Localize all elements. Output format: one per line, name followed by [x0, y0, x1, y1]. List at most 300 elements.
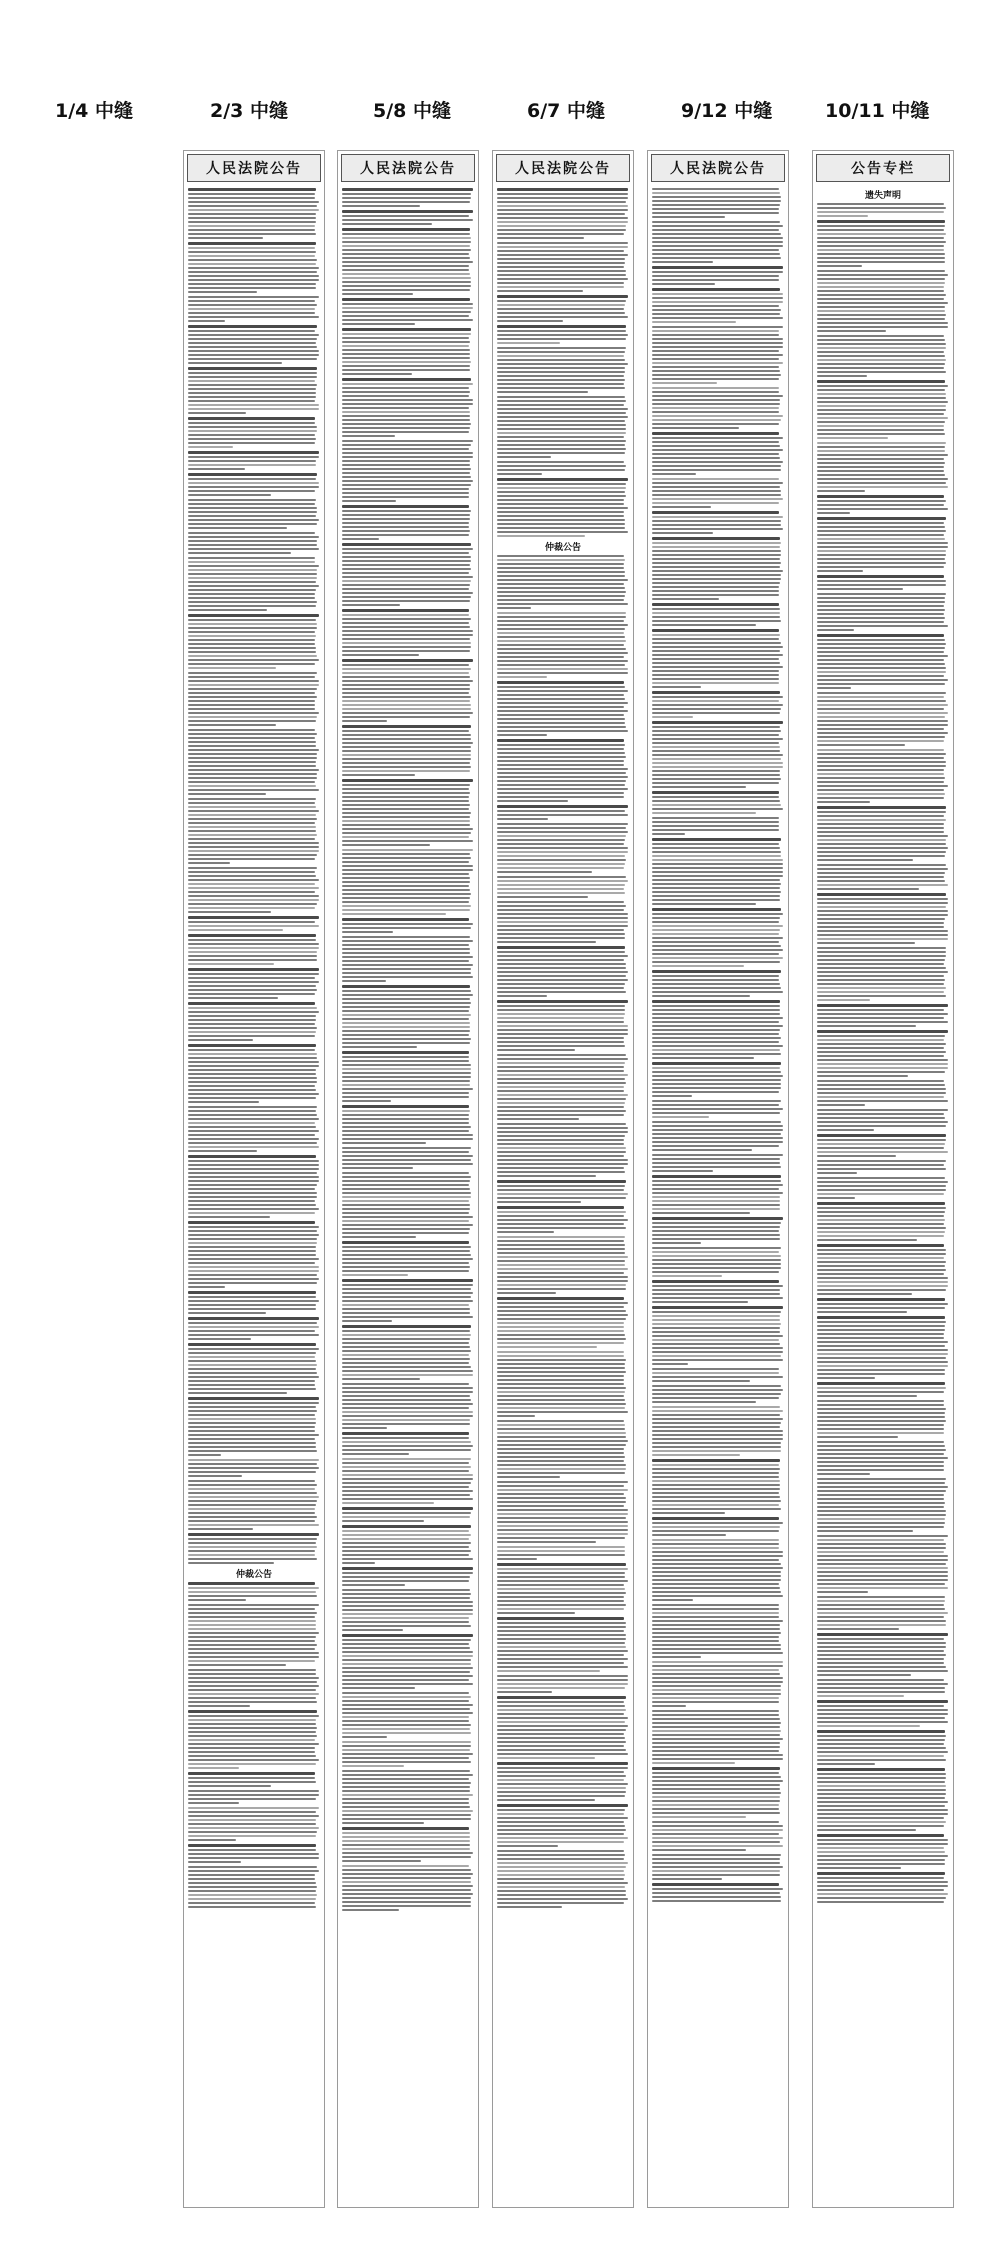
- text-line: [342, 1030, 470, 1032]
- text-line: [188, 1898, 316, 1900]
- text-line: [342, 1494, 470, 1496]
- text-line: [342, 522, 469, 524]
- text-line: [497, 929, 624, 931]
- text-line: [652, 786, 746, 788]
- text-line: [188, 977, 315, 979]
- text-line: [817, 1100, 948, 1102]
- text-line: [188, 1392, 287, 1394]
- text-line: [497, 1086, 624, 1088]
- text-line: [342, 201, 470, 203]
- text-line: [817, 793, 945, 795]
- text-line: [342, 1378, 420, 1380]
- text-line: [817, 1461, 944, 1463]
- text-line: [817, 1863, 945, 1865]
- text-line: [817, 1801, 948, 1803]
- text-line: [497, 1701, 624, 1703]
- text-line: [188, 716, 317, 718]
- text-line: [342, 716, 470, 718]
- text-line: [188, 362, 282, 364]
- notice-paragraph: [817, 1244, 949, 1295]
- text-line: [817, 363, 945, 365]
- text-line: [497, 739, 624, 742]
- text-line: [652, 650, 780, 652]
- text-line: [817, 955, 946, 957]
- text-line: [188, 1348, 319, 1350]
- text-line: [817, 286, 944, 288]
- text-line: [342, 1220, 469, 1222]
- text-line: [342, 476, 471, 478]
- text-line: [652, 1339, 779, 1341]
- text-line: [342, 1708, 470, 1710]
- text-line: [652, 766, 783, 768]
- text-line: [652, 486, 780, 488]
- text-line: [652, 449, 783, 451]
- text-line: [652, 654, 783, 656]
- text-line: [817, 530, 946, 532]
- text-line: [188, 1438, 315, 1440]
- text-line: [188, 1612, 317, 1614]
- text-line: [188, 639, 315, 641]
- text-line: [652, 378, 779, 380]
- text-line: [497, 780, 626, 782]
- text-line: [342, 873, 469, 875]
- text-line: [652, 1878, 722, 1880]
- text-line: [652, 1459, 780, 1462]
- text-line: [497, 1906, 562, 1908]
- text-line: [342, 1006, 470, 1008]
- notice-paragraph: [497, 1617, 629, 1672]
- text-line: [342, 1308, 470, 1310]
- text-line: [342, 1138, 473, 1140]
- text-line: [342, 700, 470, 702]
- text-line: [652, 1125, 783, 1127]
- text-line: [652, 1049, 780, 1051]
- text-line: [817, 831, 944, 833]
- text-line: [497, 1476, 560, 1478]
- text-line: [817, 1465, 944, 1467]
- text-line: [652, 1677, 783, 1679]
- text-line: [652, 1025, 783, 1027]
- notice-paragraph: [652, 1306, 784, 1365]
- text-line: [652, 1665, 783, 1667]
- text-line: [497, 1670, 600, 1672]
- text-line: [817, 1897, 946, 1899]
- text-line: [188, 1221, 315, 1224]
- text-line: [188, 1049, 315, 1051]
- text-line: [652, 1656, 701, 1658]
- text-line: [817, 781, 944, 783]
- text-line: [497, 379, 625, 381]
- text-line: [497, 1444, 626, 1446]
- text-line: [497, 1240, 624, 1242]
- text-line: [342, 538, 379, 540]
- text-line: [188, 1035, 315, 1037]
- text-line: [652, 1029, 780, 1031]
- text-line: [188, 1330, 315, 1332]
- text-line: [188, 1238, 317, 1240]
- text-line: [188, 1480, 315, 1482]
- notice-paragraph: [652, 537, 784, 600]
- text-line: [652, 1888, 783, 1890]
- text-line: [652, 1776, 781, 1778]
- text-line: [497, 473, 542, 475]
- text-line: [188, 773, 317, 775]
- text-line: [188, 1582, 315, 1585]
- text-line: [342, 1330, 470, 1332]
- text-line: [497, 1102, 625, 1104]
- text-line: [817, 306, 945, 308]
- notice-paragraph: [342, 1147, 474, 1169]
- text-line: [188, 1254, 316, 1256]
- text-line: [188, 659, 319, 661]
- text-line: [188, 692, 315, 694]
- text-line: [652, 829, 779, 831]
- text-line: [652, 638, 779, 640]
- notice-paragraph: [652, 1000, 784, 1059]
- text-line: [188, 259, 317, 261]
- text-line: [652, 674, 779, 676]
- text-line: [497, 706, 624, 708]
- text-line: [188, 651, 316, 653]
- text-line: [817, 1109, 948, 1111]
- text-line: [817, 819, 946, 821]
- text-line: [497, 583, 624, 585]
- text-line: [652, 427, 739, 429]
- text-line: [342, 1232, 469, 1234]
- text-line: [188, 1906, 316, 1908]
- text-line: [817, 1793, 946, 1795]
- notice-paragraph: [497, 901, 629, 943]
- text-line: [342, 219, 473, 221]
- text-line: [817, 554, 946, 556]
- text-line: [817, 1277, 948, 1279]
- text-line: [497, 1021, 624, 1023]
- text-line: [342, 298, 470, 301]
- notice-strip-10-11: [812, 150, 954, 2208]
- text-line: [497, 1326, 624, 1328]
- text-line: [652, 1722, 781, 1724]
- text-line: [188, 1142, 317, 1144]
- text-line: [188, 875, 316, 877]
- text-line: [342, 1084, 470, 1086]
- text-line: [817, 486, 948, 488]
- text-line: [342, 642, 471, 644]
- text-line: [652, 562, 781, 564]
- text-line: [342, 1782, 471, 1784]
- text-line: [817, 667, 946, 669]
- text-line: [652, 1315, 780, 1317]
- text-line: [817, 1583, 945, 1585]
- text-line: [497, 640, 626, 642]
- text-line: [188, 1368, 316, 1370]
- text-line: [188, 446, 233, 448]
- notice-paragraph: [817, 1478, 949, 1532]
- text-line: [497, 1159, 628, 1161]
- text-line: [342, 472, 470, 474]
- text-line: [652, 1612, 779, 1614]
- text-line: [342, 1258, 473, 1260]
- text-line: [342, 840, 473, 842]
- text-line: [342, 1486, 469, 1488]
- text-line: [188, 1831, 317, 1833]
- text-line: [817, 1391, 944, 1393]
- notice-paragraph: [652, 908, 784, 967]
- text-line: [817, 466, 944, 468]
- text-line: [342, 1010, 469, 1012]
- text-line: [652, 411, 779, 413]
- text-line: [342, 1064, 471, 1066]
- text-line: [342, 215, 469, 217]
- text-line: [497, 383, 624, 385]
- text-line: [497, 483, 626, 485]
- text-line: [188, 1343, 316, 1346]
- text-line: [188, 451, 319, 454]
- text-line: [188, 1077, 317, 1079]
- text-line: [652, 629, 779, 632]
- text-line: [497, 901, 624, 903]
- notice-paragraph: [342, 1507, 474, 1522]
- text-line: [342, 253, 469, 255]
- text-line: [817, 429, 944, 431]
- text-line: [497, 535, 585, 537]
- text-line: [652, 1442, 781, 1444]
- text-line: [652, 1053, 781, 1055]
- text-line: [652, 453, 779, 455]
- text-line: [188, 1459, 319, 1461]
- text-line: [817, 1013, 948, 1015]
- text-line: [652, 1037, 781, 1039]
- text-line: [497, 1882, 628, 1884]
- text-line: [817, 1825, 944, 1827]
- notice-paragraph: [342, 210, 474, 225]
- text-line: [652, 812, 756, 814]
- text-line: [188, 367, 317, 370]
- text-line: [188, 1839, 236, 1841]
- text-line: [497, 563, 624, 565]
- notice-paragraph: [497, 1206, 629, 1233]
- text-line: [188, 720, 316, 722]
- text-line: [817, 1773, 946, 1775]
- notice-paragraph: [188, 1669, 320, 1707]
- text-line: [188, 1591, 316, 1593]
- text-line: [342, 1584, 405, 1586]
- notice-paragraph: [817, 1441, 949, 1475]
- text-line: [817, 367, 944, 369]
- text-line: [652, 391, 779, 393]
- text-line: [497, 1215, 624, 1217]
- notice-paragraph: [188, 1397, 320, 1456]
- text-line: [188, 1442, 316, 1444]
- text-line: [817, 302, 948, 304]
- text-line: [652, 1311, 781, 1313]
- text-line: [188, 1081, 317, 1083]
- text-line: [188, 346, 317, 348]
- text-line: [188, 1204, 316, 1206]
- text-line: [342, 1208, 470, 1210]
- text-line: [817, 322, 948, 324]
- text-line: [652, 1616, 779, 1618]
- notice-paragraph: [497, 1563, 629, 1614]
- text-line: [497, 1799, 595, 1801]
- text-line: [342, 1692, 469, 1694]
- text-line: [188, 921, 315, 923]
- text-line: [652, 1438, 783, 1440]
- notice-paragraph: [817, 1633, 949, 1676]
- text-line: [342, 1770, 470, 1772]
- text-line: [652, 608, 780, 610]
- text-line: [188, 1857, 319, 1859]
- text-line: [188, 372, 317, 374]
- text-line: [817, 1674, 911, 1676]
- text-line: [188, 993, 315, 995]
- text-line: [817, 1239, 917, 1241]
- text-line: [817, 1420, 946, 1422]
- text-line: [652, 1230, 779, 1232]
- text-line: [652, 970, 781, 973]
- text-line: [817, 942, 915, 944]
- text-line: [817, 1424, 944, 1426]
- notice-paragraph: [652, 1604, 784, 1658]
- text-line: [817, 1514, 946, 1516]
- text-line: [817, 1612, 948, 1614]
- text-line: [817, 1172, 857, 1174]
- text-line: [652, 350, 779, 352]
- text-line: [342, 369, 470, 371]
- text-line: [188, 963, 274, 965]
- text-line: [342, 1274, 408, 1276]
- text-line: [497, 1721, 625, 1723]
- text-line: [817, 522, 944, 524]
- text-line: [497, 432, 626, 434]
- text-line: [817, 1121, 948, 1123]
- text-line: [342, 456, 473, 458]
- text-line: [652, 208, 779, 210]
- text-line: [188, 1811, 316, 1813]
- text-line: [817, 1333, 944, 1335]
- notice-paragraph: [497, 1297, 629, 1348]
- text-line: [497, 734, 547, 736]
- text-line: [817, 967, 946, 969]
- text-line: [497, 1878, 624, 1880]
- text-line: [652, 1555, 783, 1557]
- text-line: [652, 1121, 781, 1123]
- text-line: [497, 1817, 628, 1819]
- notice-paragraph: [342, 505, 474, 540]
- text-line: [652, 1705, 686, 1707]
- text-line: [188, 1114, 317, 1116]
- text-line: [342, 1415, 473, 1417]
- text-line: [342, 865, 473, 867]
- text-line: [817, 639, 945, 641]
- text-line: [817, 724, 948, 726]
- text-line: [342, 1617, 469, 1619]
- text-line: [188, 934, 316, 937]
- text-line: [497, 1363, 625, 1365]
- notice-paragraph: [497, 681, 629, 736]
- text-line: [817, 584, 946, 586]
- text-line: [188, 1212, 315, 1214]
- text-line: [342, 1580, 469, 1582]
- text-line: [497, 197, 628, 199]
- text-line: [497, 955, 628, 957]
- text-line: [652, 691, 780, 694]
- text-line: [497, 1813, 624, 1815]
- text-line: [817, 1867, 901, 1869]
- text-line: [188, 1632, 319, 1634]
- text-line: [342, 1130, 469, 1132]
- text-line: [652, 249, 779, 251]
- text-line: [817, 1164, 944, 1166]
- text-line: [817, 696, 944, 698]
- text-line: [652, 1389, 783, 1391]
- text-line: [652, 1866, 783, 1868]
- text-line: [817, 1510, 946, 1512]
- text-line: [342, 505, 469, 508]
- text-line: [188, 826, 316, 828]
- text-line: [652, 1837, 783, 1839]
- text-line: [188, 1312, 266, 1314]
- text-line: [188, 1763, 316, 1765]
- text-line: [652, 498, 783, 500]
- text-line: [497, 1383, 624, 1385]
- text-line: [342, 1732, 471, 1734]
- text-line: [497, 456, 551, 458]
- text-line: [342, 403, 473, 405]
- text-line: [188, 1878, 315, 1880]
- text-line: [188, 296, 319, 298]
- notice-paragraph: [817, 442, 949, 492]
- text-line: [188, 251, 316, 253]
- text-line: [817, 926, 944, 928]
- text-line: [497, 209, 628, 211]
- text-line: [342, 237, 471, 239]
- text-line: [497, 1000, 628, 1003]
- text-line: [342, 849, 473, 851]
- text-line: [652, 1351, 783, 1353]
- text-line: [188, 1270, 319, 1272]
- text-line: [497, 1558, 537, 1560]
- text-line: [497, 656, 624, 658]
- notice-paragraph: [188, 916, 320, 931]
- text-line: [497, 1009, 625, 1011]
- text-line: [652, 342, 783, 344]
- text-line: [342, 500, 396, 502]
- text-line: [342, 353, 470, 355]
- text-line: [652, 1005, 780, 1007]
- notice-paragraph: [342, 328, 474, 375]
- text-line: [342, 1391, 473, 1393]
- text-line: [188, 1188, 315, 1190]
- text-line: [188, 700, 315, 702]
- text-line: [817, 1839, 948, 1841]
- text-line: [497, 1118, 579, 1120]
- text-line: [342, 1798, 469, 1800]
- text-line: [497, 1485, 624, 1487]
- text-line: [652, 1149, 752, 1151]
- text-line: [652, 1175, 781, 1178]
- notice-paragraph: [497, 1850, 629, 1908]
- text-line: [497, 620, 624, 622]
- text-line: [497, 1622, 626, 1624]
- text-line: [188, 1216, 270, 1218]
- notice-paragraph: [652, 1854, 784, 1880]
- text-line: [497, 351, 625, 353]
- text-line: [817, 1596, 945, 1598]
- text-line: [188, 1208, 319, 1210]
- text-line: [342, 1881, 471, 1883]
- text-line: [652, 241, 783, 243]
- text-line: [188, 1496, 319, 1498]
